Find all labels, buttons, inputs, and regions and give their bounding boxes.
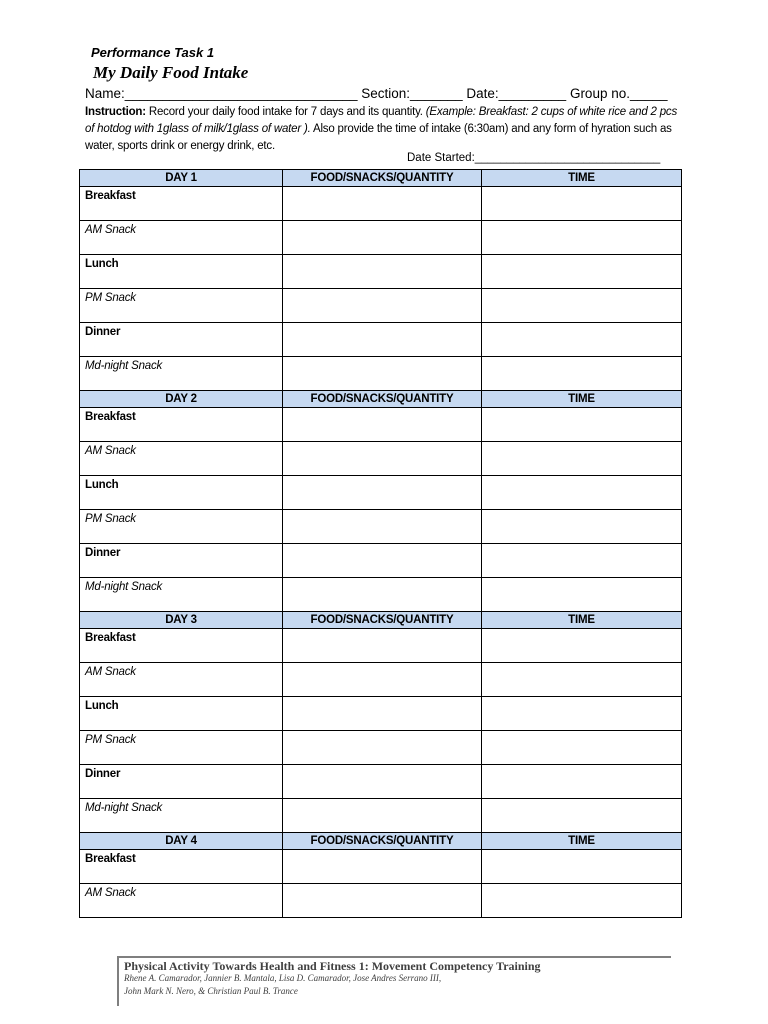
meal-label: Breakfast: [80, 850, 283, 884]
food-entry-cell[interactable]: [283, 476, 482, 510]
meal-label: Dinner: [80, 765, 283, 799]
instruction-paragraph: [85, 104, 685, 155]
meal-label: Dinner: [80, 544, 283, 578]
time-entry-cell[interactable]: [482, 884, 682, 918]
time-entry-cell[interactable]: [482, 578, 682, 612]
meal-row: [80, 221, 682, 255]
meal-row: [80, 357, 682, 391]
time-entry-cell[interactable]: [482, 442, 682, 476]
meal-label: PM Snack: [80, 289, 283, 323]
time-column-header: TIME: [482, 612, 682, 629]
meal-row: [80, 850, 682, 884]
meal-row: [80, 408, 682, 442]
time-entry-cell[interactable]: [482, 476, 682, 510]
time-entry-cell[interactable]: [482, 629, 682, 663]
food-entry-cell[interactable]: [283, 255, 482, 289]
food-entry-cell[interactable]: [283, 697, 482, 731]
meal-label: Dinner: [80, 323, 283, 357]
food-intake-table: [79, 169, 682, 918]
time-column-header: TIME: [482, 833, 682, 850]
instruction-text: Record your daily food intake for 7 days and its quantity.: [145, 106, 426, 118]
instruction-example: (Example: Breakfast: 2 cups of white rice and 2 pcs of hotdog with 1glass of milk/1glass of water ).: [85, 106, 678, 135]
food-entry-cell[interactable]: [283, 799, 482, 833]
food-entry-cell[interactable]: [283, 765, 482, 799]
food-column-header: FOOD/SNACKS/QUANTITY: [283, 612, 482, 629]
meal-label: Lunch: [80, 255, 283, 289]
time-entry-cell[interactable]: [482, 323, 682, 357]
day-header-row: [80, 170, 682, 187]
food-entry-cell[interactable]: [283, 221, 482, 255]
meal-label: Lunch: [80, 476, 283, 510]
food-entry-cell[interactable]: [283, 731, 482, 765]
food-column-header: FOOD/SNACKS/QUANTITY: [283, 833, 482, 850]
food-entry-cell[interactable]: [283, 884, 482, 918]
meal-label: Md-night Snack: [80, 799, 283, 833]
meal-label: Breakfast: [80, 629, 283, 663]
instruction-label: Instruction:: [85, 106, 146, 118]
food-entry-cell[interactable]: [283, 850, 482, 884]
footer-rule: [117, 956, 671, 958]
time-column-header: TIME: [482, 170, 682, 187]
day-header-row: [80, 833, 682, 850]
meal-label: Breakfast: [80, 408, 283, 442]
meal-row: [80, 629, 682, 663]
meal-label: PM Snack: [80, 731, 283, 765]
meal-label: AM Snack: [80, 221, 283, 255]
meal-label: Md-night Snack: [80, 578, 283, 612]
student-info-line: Name:_______________________________ Section:_______ Date:_________ Group no._____: [85, 86, 668, 101]
food-entry-cell[interactable]: [283, 357, 482, 391]
time-entry-cell[interactable]: [482, 357, 682, 391]
food-entry-cell[interactable]: [283, 629, 482, 663]
meal-label: PM Snack: [80, 510, 283, 544]
meal-row: [80, 289, 682, 323]
time-entry-cell[interactable]: [482, 663, 682, 697]
instruction-rest: Also provide the time of intake (6:30am) and any form of hyration such as water, sports drink or energy drink, etc.: [85, 123, 672, 152]
food-entry-cell[interactable]: [283, 408, 482, 442]
day-label: DAY 1: [80, 170, 283, 187]
time-entry-cell[interactable]: [482, 187, 682, 221]
food-entry-cell[interactable]: [283, 578, 482, 612]
day-label: DAY 3: [80, 612, 283, 629]
meal-row: [80, 697, 682, 731]
day-header-row: [80, 391, 682, 408]
meal-label: Breakfast: [80, 187, 283, 221]
time-entry-cell[interactable]: [482, 289, 682, 323]
meal-label: Md-night Snack: [80, 357, 283, 391]
footer-authors-line1: Rhene A. Camarador, Jannier B. Mantala, Lisa D. Camarador, Jose Andres Serrano III,: [124, 973, 442, 983]
meal-row: [80, 544, 682, 578]
meal-row: [80, 578, 682, 612]
food-entry-cell[interactable]: [283, 442, 482, 476]
time-entry-cell[interactable]: [482, 697, 682, 731]
meal-row: [80, 663, 682, 697]
food-entry-cell[interactable]: [283, 663, 482, 697]
meal-row: [80, 187, 682, 221]
food-column-header: FOOD/SNACKS/QUANTITY: [283, 170, 482, 187]
food-entry-cell[interactable]: [283, 187, 482, 221]
food-entry-cell[interactable]: [283, 544, 482, 578]
meal-label: AM Snack: [80, 663, 283, 697]
food-entry-cell[interactable]: [283, 510, 482, 544]
day-header-row: [80, 612, 682, 629]
meal-label: AM Snack: [80, 442, 283, 476]
time-entry-cell[interactable]: [482, 255, 682, 289]
meal-row: [80, 799, 682, 833]
meal-row: [80, 323, 682, 357]
time-entry-cell[interactable]: [482, 510, 682, 544]
time-entry-cell[interactable]: [482, 544, 682, 578]
meal-row: [80, 510, 682, 544]
meal-row: [80, 442, 682, 476]
meal-row: [80, 884, 682, 918]
footer-vertical-bar: [117, 956, 119, 1006]
time-entry-cell[interactable]: [482, 408, 682, 442]
footer-authors-line2: John Mark N. Nero, & Christian Paul B. Trance: [124, 986, 298, 996]
task-label: Performance Task 1: [91, 45, 215, 60]
meal-label: AM Snack: [80, 884, 283, 918]
food-column-header: FOOD/SNACKS/QUANTITY: [283, 391, 482, 408]
meal-row: [80, 255, 682, 289]
time-entry-cell[interactable]: [482, 765, 682, 799]
day-label: DAY 4: [80, 833, 283, 850]
time-entry-cell[interactable]: [482, 221, 682, 255]
food-entry-cell[interactable]: [283, 323, 482, 357]
meal-row: [80, 765, 682, 799]
date-started: Date Started:_____________________________: [407, 152, 661, 164]
footer-course-title: Physical Activity Towards Health and Fitness 1: Movement Competency Training: [124, 959, 541, 973]
time-entry-cell[interactable]: [482, 850, 682, 884]
page-title: My Daily Food Intake: [93, 63, 249, 82]
meal-row: [80, 731, 682, 765]
meal-row: [80, 476, 682, 510]
time-entry-cell[interactable]: [482, 731, 682, 765]
meal-label: Lunch: [80, 697, 283, 731]
day-label: DAY 2: [80, 391, 283, 408]
time-entry-cell[interactable]: [482, 799, 682, 833]
food-entry-cell[interactable]: [283, 289, 482, 323]
time-column-header: TIME: [482, 391, 682, 408]
